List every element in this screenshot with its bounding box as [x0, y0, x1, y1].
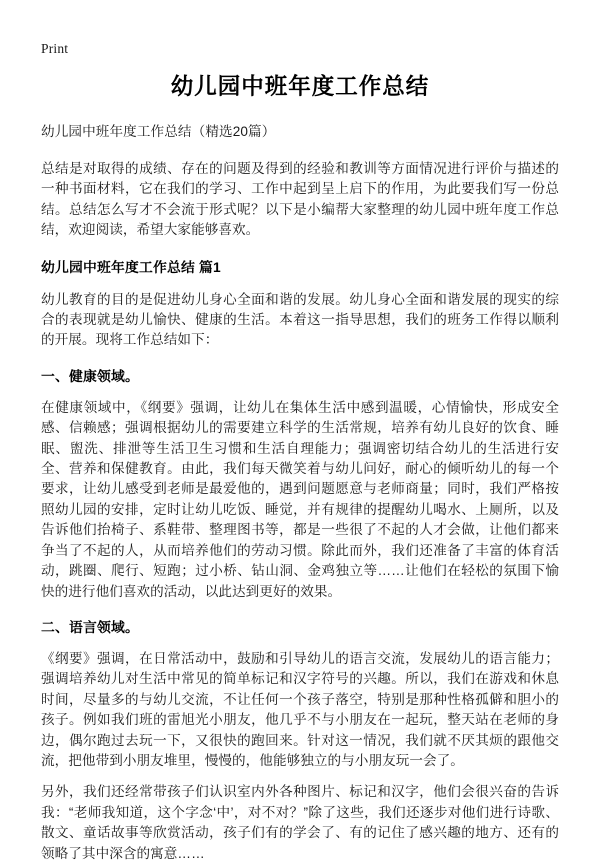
page-title: 幼儿园中班年度工作总结 — [170, 74, 430, 99]
section-heading-language: 二、语言领域。 — [41, 619, 139, 635]
intro-paragraph: 总结是对取得的成绩、存在的问题及得到的经验和教训等方面情况进行评价与描述的一种书面材料，它在我们的学习、工作中起到呈上启下的作用，为此要我们写一份总结。总结怎么写才不会流于形式呢？以下是小编帮大家整理的幼儿园中班年度工作总结，欢迎阅读，希望大家能够喜欢。 — [41, 161, 559, 238]
article-heading: 幼儿园中班年度工作总结 篇1 — [41, 259, 221, 275]
section-heading-health: 一、健康领域。 — [41, 368, 139, 384]
document-subtitle: 幼儿园中班年度工作总结（精选20篇） — [41, 124, 276, 139]
section-body-language-continued: 另外，我们还经常带孩子们认识室内外各种图片、标记和汉字，他们会很兴奋的告诉我：“老师我知道，这个字念‘中’，对不对？”除了这些，我们还逐步对他们进行诗歌、散文、童话故事等欣赏活动，孩子们有的学会了、有的记住了感兴趣的地方、还有的领略了其中深含的寓意…… — [41, 784, 559, 861]
opening-paragraph: 幼儿教育的目的是促进幼儿身心全面和谐的发展。幼儿身心全面和谐发展的现实的综合的表现就是幼儿愉快、健康的生活。本着这一指导思想，我们的班务工作得以顺利的开展。现将工作总结如下： — [41, 291, 559, 348]
document-body — [41, 72, 559, 864]
section-body-health: 在健康领域中，《纲要》强调，让幼儿在集体生活中感到温暖，心情愉快，形成安全感、信赖感；强调根据幼儿的需要建立科学的生活常规，培养有幼儿良好的饮食、睡眠、盥洗、排泄等生活卫生习惯和生活自理能力；强调密切结合幼儿的生活进行安全、营养和保健教育。由此，我们每天微笑着与幼儿问好，耐心的倾听幼儿的每一个要求，让幼儿感受到老师是最爱他的，遇到问题愿意与老师商量；同时，我们严格按照幼儿园的安排，定时让幼儿吃饭、睡觉，并有规律的提醒幼儿喝水、上厕所，以及告诉他们抬椅子、系鞋带、整理图书等，都是一些很了不起的人才会做，让他们都来争当了不起的人，从而培养他们的劳动习惯。除此而外，我们还准备了丰富的体育活动，跳圈、爬行、短跑；过小桥、钻山洞、金鸡独立等……让他们在轻松的氛围下愉快的进行他们喜欢的活动，以此达到更好的效果。 — [41, 399, 559, 599]
print-toolbar — [41, 40, 561, 60]
section-body-language: 《纲要》强调，在日常活动中，鼓励和引导幼儿的语言交流，发展幼儿的语言能力；强调培养幼儿对生活中常见的简单标记和汉字符号的兴趣。所以，我们在游戏和休息时间，尽量多的与幼儿交流，不让任何一个孩子落空，特别是那种性格孤僻和胆小的孩子。例如我们班的雷旭光小朋友，他几乎不与小朋友在一起玩，整天站在老师的身边，偶尔跑过去玩一下，又很快的跑回来。针对这一情况，我们就不厌其烦的跟他交流，把他带到小朋友堆里，慢慢的，他能够独立的与小朋友玩一会了。 — [41, 650, 559, 768]
print-button[interactable]: Print — [41, 41, 69, 56]
